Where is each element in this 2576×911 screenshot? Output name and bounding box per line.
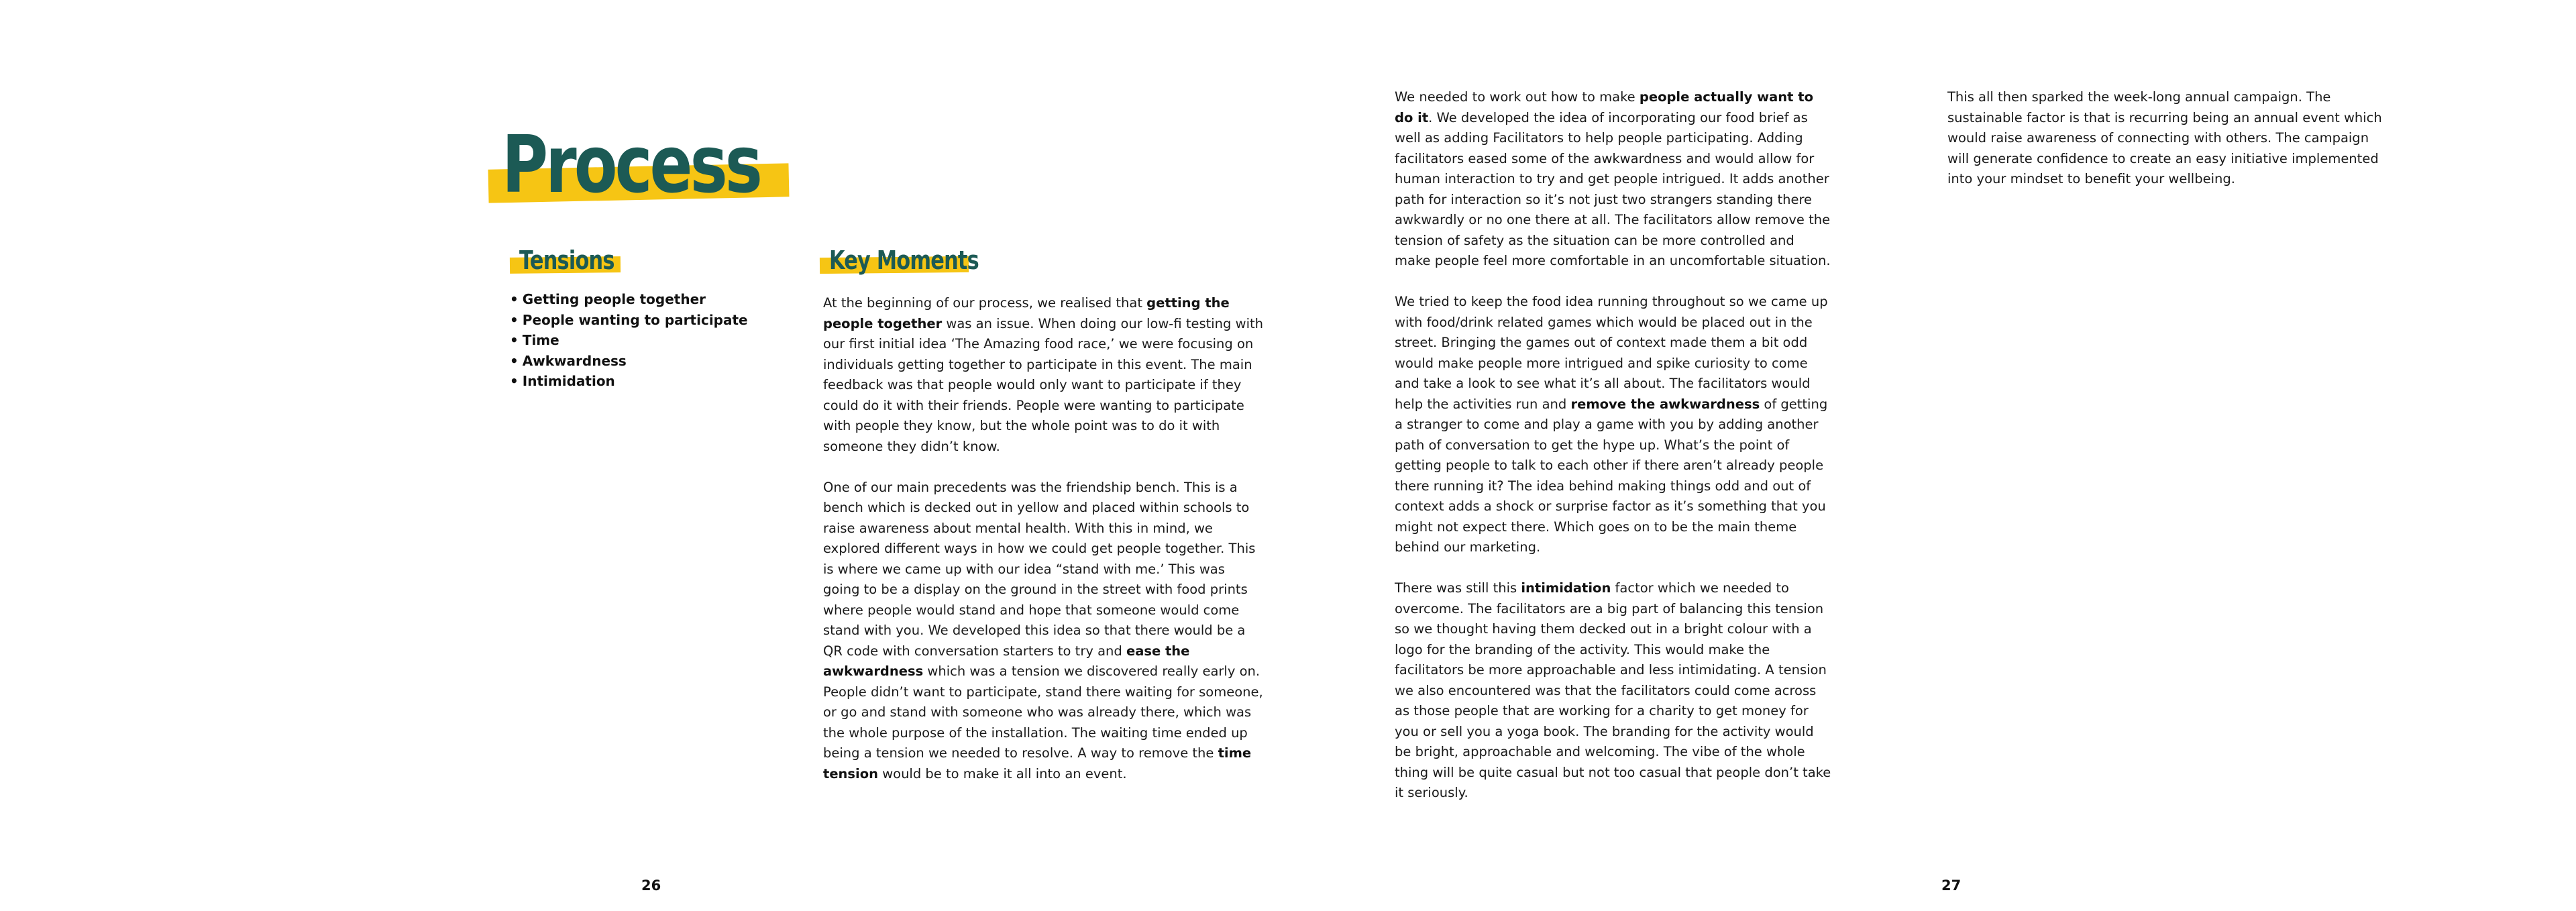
page-title: Process bbox=[502, 118, 760, 211]
paragraph: At the beginning of our process, we realised that getting the people together was an issue. When doing our low-fi testing with our first initial idea ‘The Amazing food race,’ we were focusing on individuals getting together to participate in this event. The main feedback was that people would only want to participate if they could do it with their friends. People were wanting to participate with people they know, but the whole point was to do it with someone they didn’t know. bbox=[823, 295, 1263, 454]
paragraph: We needed to work out how to make people actually want to do it. We developed the idea of incorporating our food brief as well as adding Facilitators to help people participating. Adding facilitators eased some of the awkwardness and would allow for human interaction to try and get people intrigued. It adds another path for interaction so it’s not just two strangers standing there awkwardly or no one there at all. The facilitators allow remove the tension of safety as the situation can be more controlled and make people feel more comfortable in an uncomfortable situation. bbox=[1395, 89, 1831, 268]
paragraph: This all then sparked the week-long annual campaign. The sustainable factor is that is recurring being an annual event which would raise awareness of connecting with others. The campaign will generate confidence to create an easy initiative implemented into your mindset to benefit your wellbeing. bbox=[1947, 89, 2382, 186]
tensions-heading-block bbox=[510, 245, 621, 276]
paragraph: One of our main precedents was the friendship bench. This is a bench which is decked out in yellow and placed within schools to raise awareness about mental health. With this in mind, we explored different ways in how we could get people together. This is where we came up with our idea “stand with me.’ This was going to be a display on the ground in the street with food prints where people would stand and hope that someone would come stand with you. We developed this idea so that there would be a QR code with conversation starters to try and ease the awkwardness which was a tension we discovered really early on. People didn’t want to participate, stand there waiting for someone, or go and stand with someone who was already there, which was the whole purpose of the installation. The waiting time ended up being a tension we needed to resolve. A way to remove the time tension would be to make it all into an event. bbox=[823, 479, 1263, 782]
key-moments-heading-block bbox=[820, 245, 979, 276]
tensions-heading: Tensions bbox=[519, 246, 614, 275]
right-column-1 bbox=[1395, 87, 1832, 804]
tensions-list bbox=[510, 289, 748, 392]
key-moments-heading: Key Moments bbox=[829, 246, 979, 275]
paragraph: We tried to keep the food idea running throughout so we came up with food/drink related games which would be placed out in the street. Bringing the games out of context made them a bit odd would make people more intrigued and spike curiosity to come and take a look to see what it’s all about. The facilitators would help the activities run and remove the awkwardness of getting a stranger to come and play a game with you by adding another path of conversation to get the hype up. What’s the point of getting people to talk to each other if there aren’t already people there running it? The idea behind making things odd and out of context adds a shock or surprise factor as it’s something that you might not expect there. Which goes on to be the main theme behind our marketing. bbox=[1395, 294, 1828, 555]
page-number-right: 27 bbox=[1941, 877, 1962, 894]
tension-item: • Intimidation bbox=[510, 373, 615, 389]
tension-item: • Time bbox=[510, 332, 559, 348]
tension-item: • Awkwardness bbox=[510, 352, 627, 369]
title-block bbox=[488, 114, 797, 221]
tension-item: • Getting people together bbox=[510, 291, 706, 307]
right-column-2 bbox=[1947, 87, 2394, 190]
tension-item: • People wanting to participate bbox=[510, 311, 748, 328]
page-number-left: 26 bbox=[641, 877, 661, 894]
key-moments-body bbox=[823, 293, 1265, 784]
paragraph: There was still this intimidation factor which we needed to overcome. The facilitators are a big part of balancing this tension so we thought having them decked out in a bright colour with a logo for the branding of the activity. This would make the facilitators be more approachable and less intimidating. A tension we also encountered was that the facilitators could come across as those people that are working for a charity to get money for you or sell you a yoga book. The branding for the activity would be bright, approachable and welcoming. The vibe of the whole thing will be quite casual but not too casual that people don’t take it seriously. bbox=[1395, 580, 1831, 800]
